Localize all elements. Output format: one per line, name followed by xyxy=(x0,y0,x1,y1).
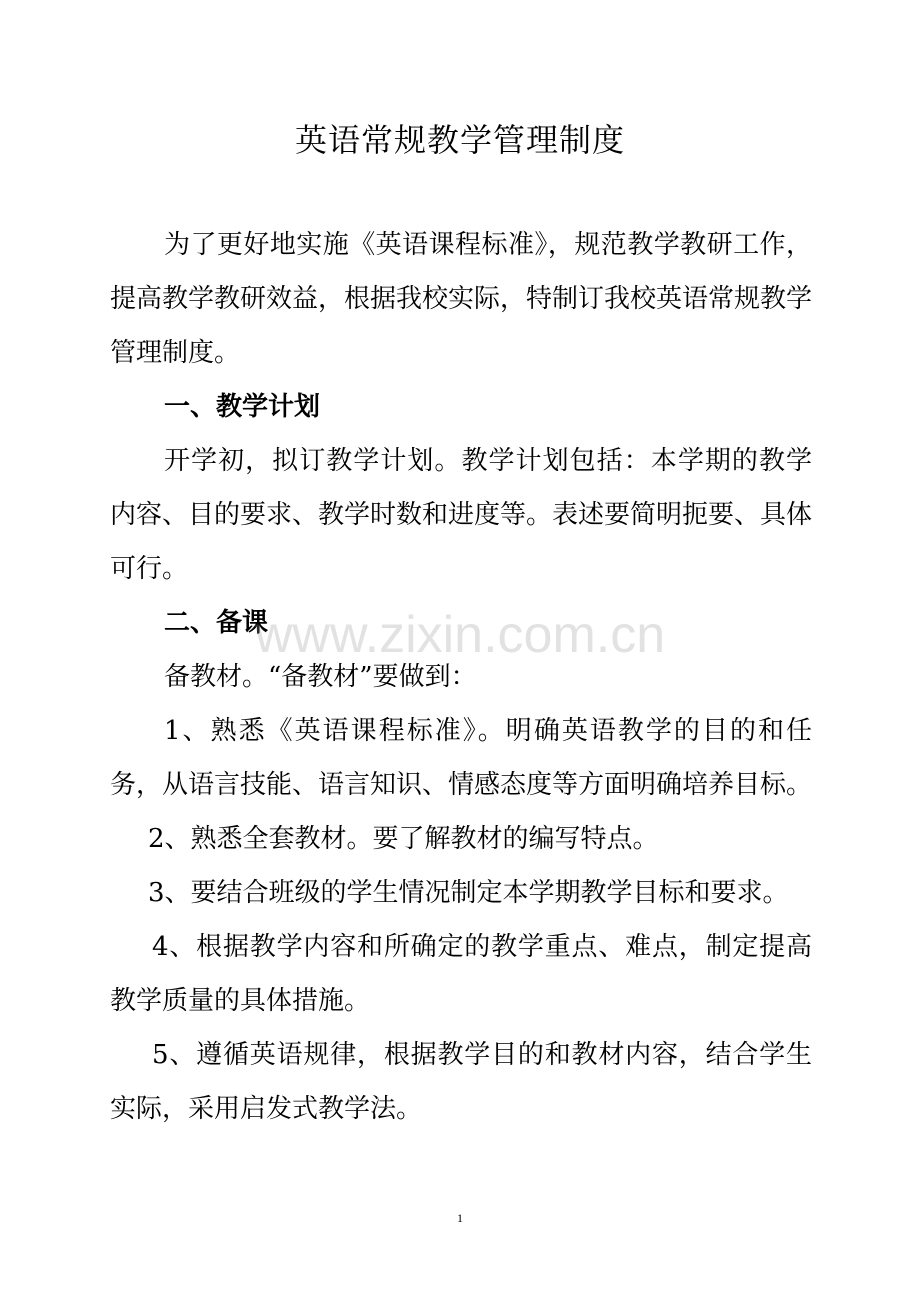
page-number: 1 xyxy=(457,1211,463,1225)
teaching-plan-paragraph: 开学初，拟订教学计划。教学计划包括：本学期的教学内容、目的要求、教学时数和进度等。表述要简明扼要、具体可行。 xyxy=(110,446,813,584)
prep-materials-paragraph: 备教材。“备教材”要做到： xyxy=(164,662,477,692)
list-item-2: 2、熟悉全套教材。要了解教材的编写特点。 xyxy=(148,824,659,854)
list-item-4: 4、根据教学内容和所确定的教学重点、难点，制定提高教学质量的具体措施。 xyxy=(110,932,812,1016)
list-item-5: 5、遵循英语规律，根据教学目的和教材内容，结合学生实际，采用启发式教学法。 xyxy=(110,1040,812,1124)
intro-paragraph: 为了更好地实施《英语课程标准》，规范教学教研工作，提高教学教研效益，根据我校实际，特制订我校英语常规教学管理制度。 xyxy=(110,230,813,368)
list-item-1: 1、熟悉《英语课程标准》。明确英语教学的目的和任务，从语言技能、语言知识、情感态度等方面明确培养目标。 xyxy=(110,716,813,800)
section-heading-teaching-plan: 一、教学计划 xyxy=(164,392,321,422)
document-title: 英语常规教学管理制度 xyxy=(294,121,625,159)
watermark: www.zixin.com.cn xyxy=(254,606,666,664)
document-body xyxy=(110,218,812,1136)
list-item-3: 3、要结合班级的学生情况制定本学期教学目标和要求。 xyxy=(148,878,789,908)
section-heading-lesson-prep: 二、备课 xyxy=(164,608,269,638)
